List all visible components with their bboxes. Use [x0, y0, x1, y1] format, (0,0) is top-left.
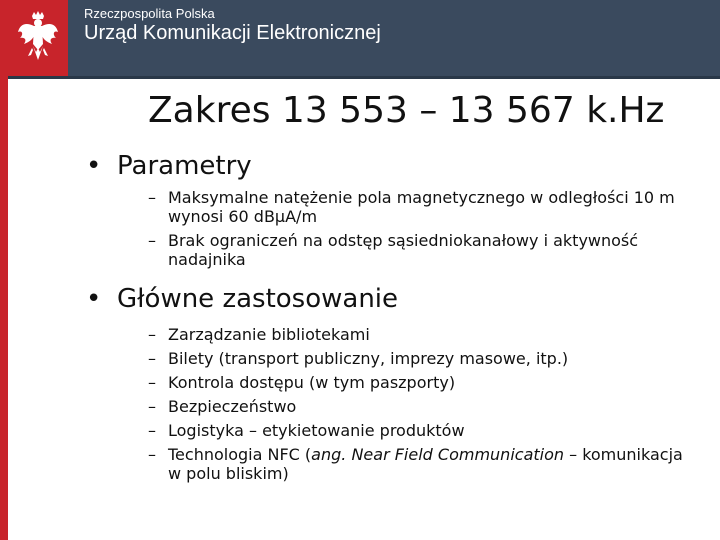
parameters-list: [86, 188, 686, 269]
list-item-text-start: Technologia NFC (: [168, 445, 312, 464]
section-heading-text: Główne zastosowanie: [117, 284, 399, 314]
list-item: [148, 325, 686, 344]
header-divider: [0, 76, 720, 79]
dash-glyph: –: [148, 373, 156, 392]
slide-title: Zakres 13 553 – 13 567 k.Hz: [148, 90, 665, 131]
dash-glyph: –: [148, 421, 156, 440]
side-accent-bar: [0, 0, 8, 540]
section-heading-zastosowanie: [86, 283, 686, 315]
list-item-text-italic: ang. Near Field Communication: [311, 445, 565, 464]
bullet-glyph: •: [86, 151, 102, 181]
org-name-large: Urząd Komunikacji Elektronicznej: [84, 22, 381, 44]
org-name-small: Rzeczpospolita Polska: [84, 6, 215, 21]
section-heading-parametry: [86, 150, 686, 182]
list-item-text: Logistyka – etykietowanie produktów: [168, 421, 465, 440]
list-item-text: Kontrola dostępu (w tym paszporty): [168, 373, 456, 392]
slide-body: [86, 150, 686, 488]
dash-glyph: –: [148, 325, 156, 344]
list-item: [148, 349, 686, 368]
list-item: [148, 188, 686, 226]
dash-glyph: –: [148, 445, 156, 464]
list-item-text: Bezpieczeństwo: [168, 397, 297, 416]
dash-glyph: –: [148, 231, 156, 250]
dash-glyph: –: [148, 397, 156, 416]
list-item-text: Zarządzanie bibliotekami: [168, 325, 370, 344]
list-item-text: Bilety (transport publiczny, imprezy masowe, itp.): [168, 349, 569, 368]
list-item: [148, 421, 686, 440]
section-heading-text: Parametry: [117, 151, 252, 181]
list-item: [148, 231, 686, 269]
list-item-text: Brak ograniczeń na odstęp sąsiedniokanałowy i aktywność nadajnika: [168, 231, 639, 269]
dash-glyph: –: [148, 349, 156, 368]
white-eagle-emblem-icon: [16, 10, 60, 66]
list-item-text: Maksymalne natężenie pola magnetycznego w odległości 10 m wynosi 60 dBµA/m: [168, 188, 675, 226]
list-item: [148, 397, 686, 416]
dash-glyph: –: [148, 188, 156, 207]
list-item-text-end: – komunikacja w polu bliskim): [168, 445, 683, 483]
list-item-nfc: [148, 445, 686, 483]
list-item: [148, 373, 686, 392]
bullet-glyph: •: [86, 284, 102, 314]
applications-list: [86, 325, 686, 483]
emblem-box: [8, 0, 68, 76]
